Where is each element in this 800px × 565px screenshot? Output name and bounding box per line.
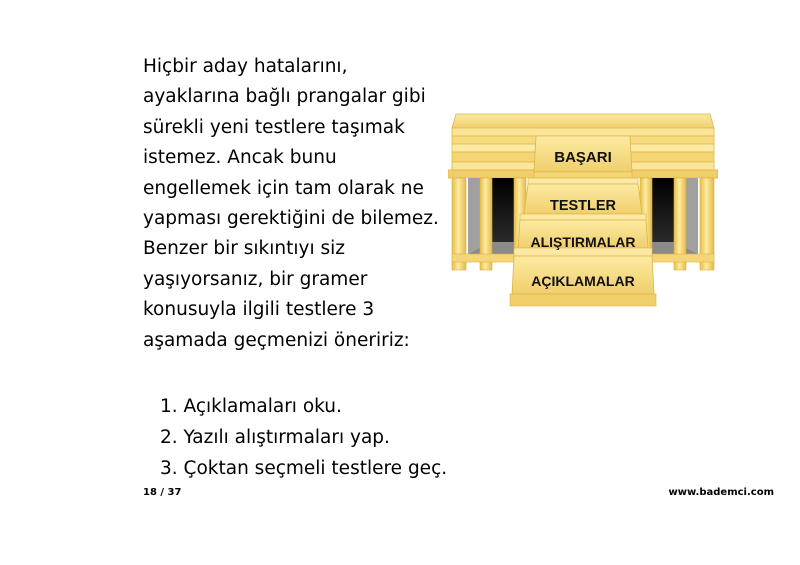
paragraph-line: ayaklarına bağlı prangalar gibi bbox=[143, 86, 426, 108]
paragraph-line: konusuyla ilgili testlere 3 bbox=[143, 299, 375, 321]
paragraph-line: sürekli yeni testlere taşımak bbox=[143, 116, 405, 138]
paragraph-line: yaşıyorsanız, bir gramer bbox=[143, 268, 368, 290]
paragraph-line: aşamada geçmenizi öneririz: bbox=[143, 329, 410, 351]
stair-label-basari: BAŞARI bbox=[554, 149, 612, 166]
intro-paragraph bbox=[143, 52, 453, 356]
stair-label-aciklamalar: AÇIKLAMALAR bbox=[531, 273, 635, 289]
shadow-panel bbox=[652, 178, 674, 242]
website-link[interactable]: www.bademci.com bbox=[668, 487, 774, 498]
paragraph-line: Hiçbir aday hatalarını, bbox=[143, 56, 348, 77]
paragraph-line: Benzer bir sıkıntıyı siz bbox=[143, 238, 345, 260]
page-number: 18 / 37 bbox=[143, 487, 182, 498]
step-item: 2. Yazılı alıştırmaları yap. bbox=[160, 427, 390, 448]
paragraph-line: engellemek için tam olarak ne bbox=[143, 177, 424, 199]
stair-label-alistirmalar: ALIŞTIRMALAR bbox=[530, 234, 636, 250]
stair-label-testler: TESTLER bbox=[549, 198, 617, 214]
shadow-panel bbox=[468, 178, 480, 254]
paragraph-line: istemez. Ancak bunu bbox=[143, 147, 337, 169]
steps-list bbox=[160, 391, 447, 484]
paragraph-line: yapması gerektiğini de bilemez. bbox=[143, 208, 439, 230]
shadow-panel bbox=[492, 178, 514, 242]
step-item: 1. Açıklamaları oku. bbox=[160, 396, 342, 417]
temple-diagram bbox=[448, 108, 718, 310]
shadow-panel bbox=[686, 178, 698, 254]
step-item: 3. Çoktan seçmeli testlere geç. bbox=[160, 458, 448, 479]
